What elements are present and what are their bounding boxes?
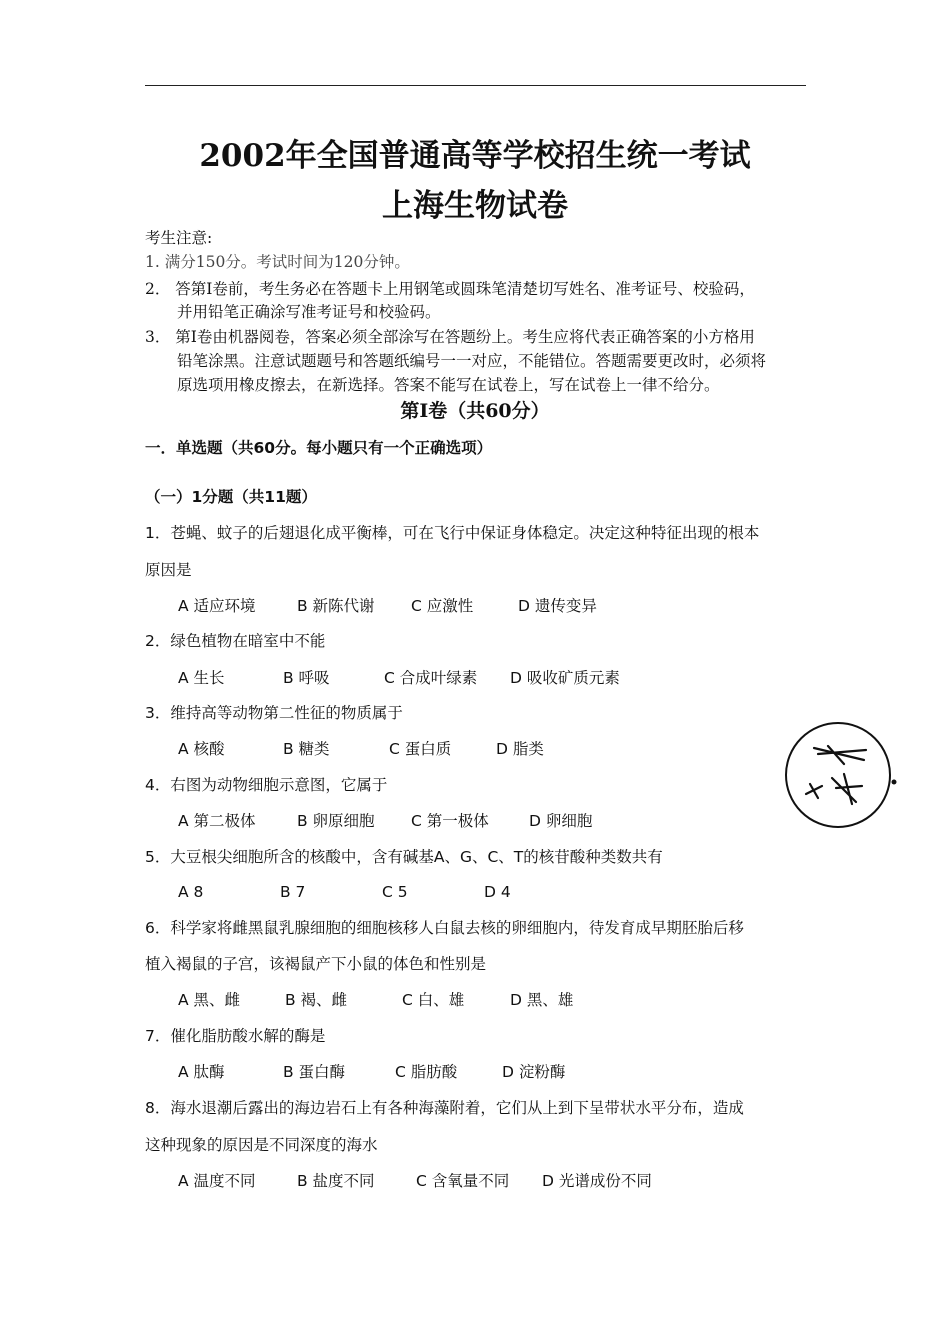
question-stem: 3．维持高等动物第二性征的物质属于 — [145, 704, 403, 722]
option: C 含氧量不同 — [416, 1172, 510, 1190]
notice-item: 铅笔涂黑。注意试题题号和答题纸编号一一对应，不能错位。答题需要更改时，必须将 — [177, 352, 767, 370]
question-stem: 这种现象的原因是不同深度的海水 — [145, 1136, 378, 1154]
option: D 脂类 — [496, 740, 544, 758]
option: D 4 — [484, 883, 511, 901]
option: A 8 — [178, 883, 204, 901]
question-stem: 2．绿色植物在暗室中不能 — [145, 632, 326, 650]
option: B 卵原细胞 — [297, 812, 375, 830]
option: B 新陈代谢 — [297, 597, 375, 615]
option: D 光谱成份不同 — [542, 1172, 652, 1190]
notice-item: 2． 答第Ⅰ卷前，考生务必在答题卡上用钢笔或圆珠笔清楚切写姓名、准考证号、校验码， — [145, 280, 755, 298]
option: B 蛋白酶 — [283, 1063, 346, 1081]
option: C 5 — [382, 883, 408, 901]
exam-subtitle: 上海生物试卷 — [382, 188, 568, 224]
option: A 适应环境 — [178, 597, 256, 615]
option: C 白、雄 — [402, 991, 465, 1009]
option: C 合成叶绿素 — [384, 669, 478, 687]
option: C 蛋白质 — [389, 740, 452, 758]
option: D 遗传变异 — [518, 597, 597, 615]
question-stem: 4．右图为动物细胞示意图，它属于 — [145, 776, 388, 794]
option: D 吸收矿质元素 — [510, 669, 620, 687]
option: B 褐、雌 — [285, 991, 348, 1009]
exam-title: 2002年全国普通高等学校招生统一考试 — [199, 138, 751, 174]
question-stem: 8．海水退潮后露出的海边岩石上有各种海藻附着，它们从上到下呈带状水平分布，造成 — [145, 1099, 744, 1117]
option: B 糖类 — [283, 740, 330, 758]
notice-item: 并用铅笔正确涂写准考证号和校验码。 — [177, 303, 441, 321]
notice-item: 1. 满分150分。考试时间为120分钟。 — [145, 253, 410, 271]
notice-item: 3． 第Ⅰ卷由机器阅卷，答案必须全部涂写在答题纷上。考生应将代表正确答案的小方格用 — [145, 328, 755, 346]
question-stem: 植入褐鼠的子宫，该褐鼠产下小鼠的体色和性别是 — [145, 955, 487, 973]
notice-heading: 考生注意: — [145, 229, 213, 247]
option: D 淀粉酶 — [502, 1063, 566, 1081]
option: C 应激性 — [411, 597, 474, 615]
option: C 第一极体 — [411, 812, 489, 830]
option: B 盐度不同 — [297, 1172, 375, 1190]
option: B 呼吸 — [283, 669, 330, 687]
section-title: 一．单选题（共60分。每小题只有一个正确选项） — [145, 439, 493, 457]
option: C 脂肪酸 — [395, 1063, 458, 1081]
header-rule — [145, 85, 806, 86]
option: A 第二极体 — [178, 812, 256, 830]
option: D 黑、雄 — [510, 991, 574, 1009]
option: A 黑、雌 — [178, 991, 241, 1009]
question-stem: 1．苍蝇、蚊子的后翅退化成平衡棒，可在飞行中保证身体稳定。决定这种特征出现的根本 — [145, 524, 760, 542]
question-stem: 7．催化脂肪酸水解的酶是 — [145, 1027, 326, 1045]
question-stem: 6．科学家将雌黑鼠乳腺细胞的细胞核移人白鼠去核的卵细胞内，待发育成早期胚胎后移 — [145, 919, 744, 937]
question-stem: 5．大豆根尖细胞所含的核酸中，含有碱基A、G、C、T的核苷酸种类数共有 — [145, 848, 663, 866]
question-stem: 原因是 — [145, 561, 192, 579]
animal-cell-diagram — [784, 720, 900, 830]
option: A 核酸 — [178, 740, 225, 758]
part-title: 第Ⅰ卷（共60分） — [400, 400, 550, 422]
option: B 7 — [280, 883, 306, 901]
option: A 肽酶 — [178, 1063, 225, 1081]
option: A 生长 — [178, 669, 225, 687]
option: A 温度不同 — [178, 1172, 256, 1190]
notice-item: 原选项用橡皮擦去，在新选择。答案不能写在试卷上，写在试卷上一律不给分。 — [177, 376, 720, 394]
option: D 卵细胞 — [529, 812, 593, 830]
subsection-title: （一）1分题（共11题） — [145, 488, 317, 506]
